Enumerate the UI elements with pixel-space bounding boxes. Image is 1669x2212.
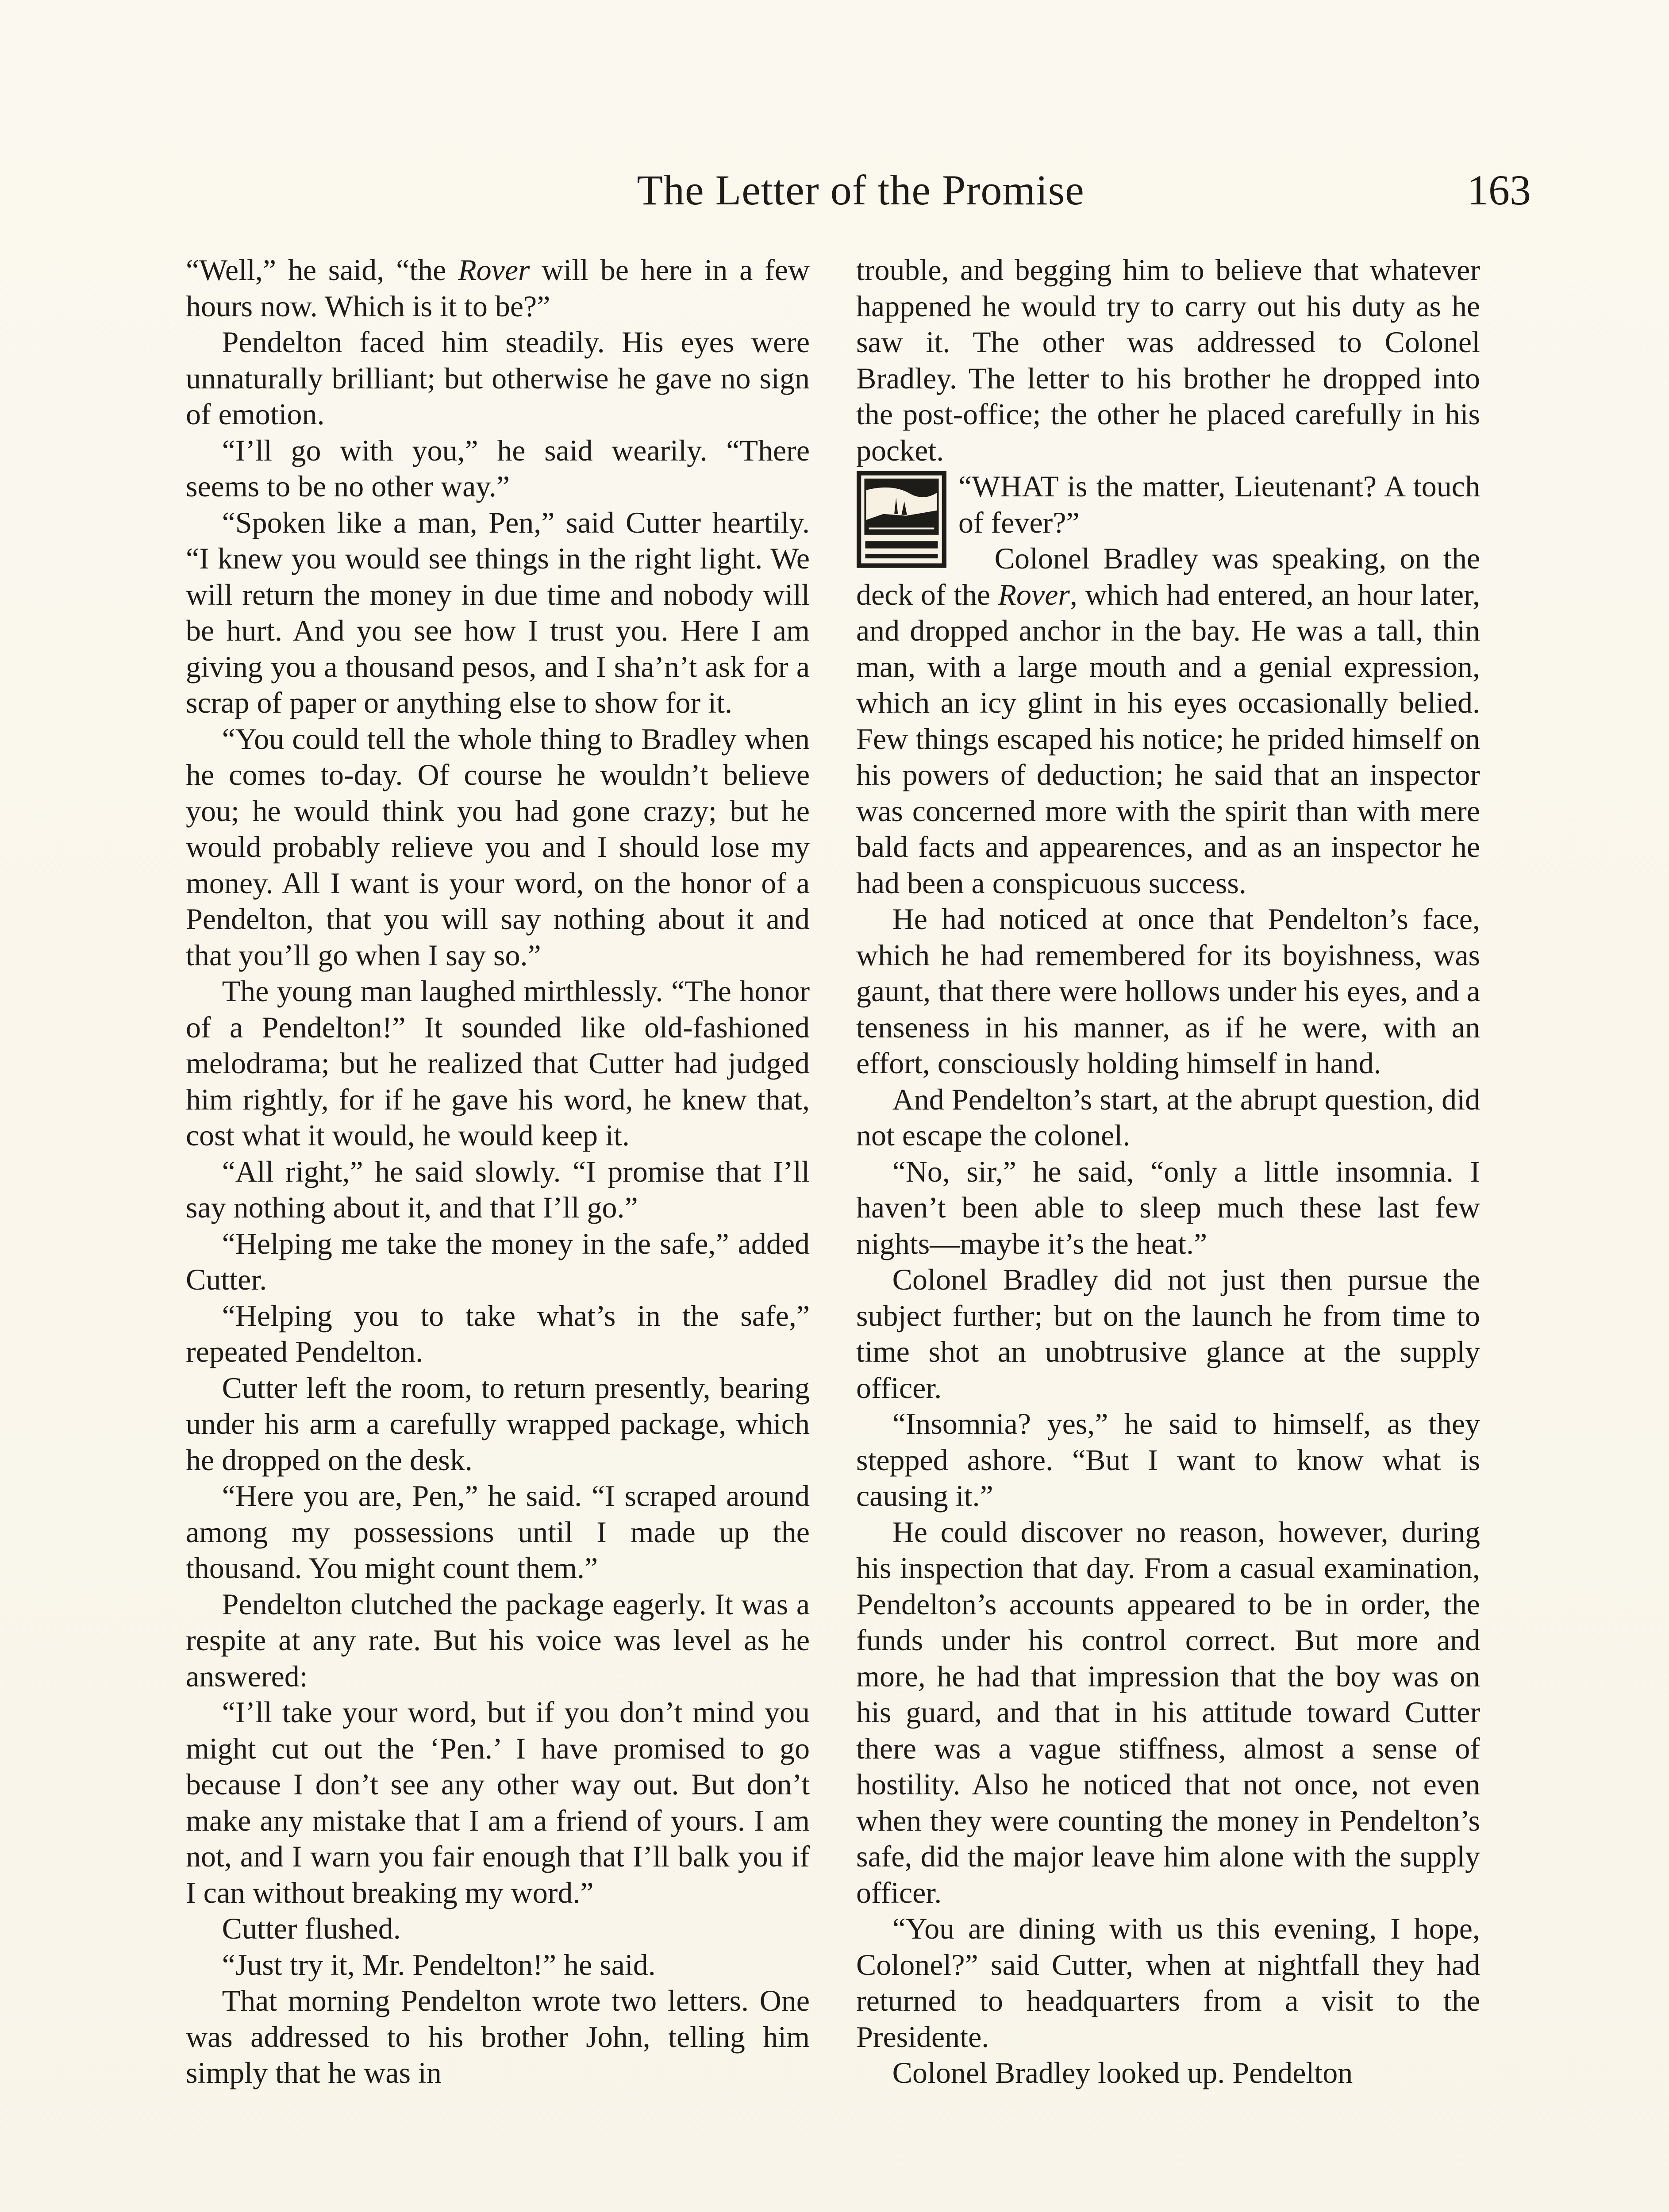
paragraph: “Just try it, Mr. Pendelton!” he said. [222, 1947, 656, 1982]
paragraph: The young man laughed mirthlessly. “The honor of a Pendelton!” It sounded like old-fashioned melodrama; but he realized that Cutter had judged him rightly, for if he gave his word, he knew that, cost what it would, he would keep it. [186, 974, 810, 1152]
paragraph: “WHAT is the matter, Lieutenant? A touch of fever?” [958, 469, 1480, 539]
paragraph: Colonel Bradley was speaking, on the deck of the Rover, which had entered, an hour later, and dropped anchor in the bay. He was a tall, thin man, with a large mouth and a genial expression, which an icy glint in his eyes occasionally belied. Few things escaped his notice; he prided himself on his powers of deduction; he said that an inspector was concerned more with the spirit than with mere bald facts and appearences, and as an inspector he had been a conspicuous success. [856, 541, 1480, 900]
paragraph: That morning Pendelton wrote two letters. One was addressed to his brother John, telling him simply that he was in [186, 1984, 810, 2089]
paragraph: And Pendelton’s start, at the abrupt question, did not escape the colonel. [856, 1082, 1480, 1152]
paragraph: “Well,” he said, “the Rover will be here in a few hours now. Which is it to be?” [186, 253, 810, 323]
paragraph: “Here you are, Pen,” he said. “I scraped around among my possessions until I made up the thousand. You might count them.” [186, 1479, 810, 1585]
left-column [186, 252, 810, 2091]
paragraph: Pendelton clutched the package eagerly. It was a respite at any rate. But his voice was level as he answered: [186, 1587, 810, 1693]
right-column [856, 252, 1480, 2091]
paragraph: He could discover no reason, however, during his inspection that day. From a casual examination, Pendelton’s accounts appeared to be in order, the funds under his control correct. But more and more, he had that impression that the boy was on his guard, and that in his attitude toward Cutter there was a vague stiffness, almost a sense of hostility. Also he noticed that not once, not even when they were counting the money in Pendelton’s safe, did the major leave him alone with the supply officer. [856, 1515, 1480, 1909]
paragraph: Cutter flushed. [222, 1912, 401, 1945]
paragraph: He had noticed at once that Pendelton’s face, which he had remembered for its boyishness, was gaunt, that there were hollows under his eyes, and a tenseness in his manner, as if he were, with an effort, consciously holding himself in hand. [856, 902, 1480, 1080]
ship-vignette-icon [856, 470, 947, 568]
paragraph: “Spoken like a man, Pen,” said Cutter heartily. “I knew you would see things in the right light. We will return the money in due time and nobody will be hurt. And you see how I trust you. Here I am giving you a thousand pesos, and I sha’n’t ask for a scrap of paper or anything else to show for it. [186, 505, 810, 719]
paragraph: “Helping me take the money in the safe,” added Cutter. [186, 1226, 810, 1296]
running-title: The Letter of the Promise [637, 166, 1084, 214]
paragraph: trouble, and begging him to believe that whatever happened he would try to carry out his duty as he saw it. The other was addressed to Colonel Bradley. The letter to his brother he dropped into the post-office; the other he placed carefully in his pocket. [856, 253, 1480, 467]
paragraph: “Helping you to take what’s in the safe,” repeated Pendelton. [186, 1298, 810, 1368]
paragraph: “No, sir,” he said, “only a little insomnia. I haven’t been able to sleep much these last few nights—maybe it’s the heat.” [856, 1154, 1480, 1260]
paragraph: “All right,” he said slowly. “I promise that I’ll say nothing about it, and that I’ll go.” [186, 1154, 810, 1224]
paragraph: “Insomnia? yes,” he said to himself, as they stepped ashore. “But I want to know what is causing it.” [856, 1407, 1480, 1513]
page-number: 163 [1467, 166, 1531, 214]
page-header [190, 159, 1531, 226]
paragraph: “I’ll go with you,” he said wearily. “There seems to be no other way.” [186, 433, 810, 503]
paragraph: Cutter left the room, to return presently, bearing under his arm a carefully wrapped package, which he dropped on the desk. [186, 1371, 810, 1477]
paragraph: Colonel Bradley did not just then pursue the subject further; but on the launch he from time to time shot an unobtrusive glance at the supply officer. [856, 1263, 1480, 1405]
paragraph: “You are dining with us this evening, I hope, Colonel?” said Cutter, when at nightfall they had returned to headquarters from a visit to the Presidente. [856, 1912, 1480, 2054]
paragraph: Colonel Bradley looked up. Pendelton [892, 2056, 1353, 2089]
paragraph: “I’ll take your word, but if you don’t mind you might cut out the ‘Pen.’ I have promised to go because I don’t see any other way out. But don’t make any mistake that I am a friend of yours. I am not, and I warn you fair enough that I’ll balk you if I can without breaking my word.” [186, 1695, 810, 1909]
paragraph: Pendelton faced him steadily. His eyes were unnaturally brilliant; but otherwise he gave no sign of emotion. [186, 325, 810, 431]
paragraph: “You could tell the whole thing to Bradley when he comes to-day. Of course he wouldn’t believe you; he would think you had gone crazy; but he would probably relieve you and I should lose my money. All I want is your word, on the honor of a Pendelton, that you will say nothing about it and that you’ll go when I say so.” [186, 722, 810, 972]
